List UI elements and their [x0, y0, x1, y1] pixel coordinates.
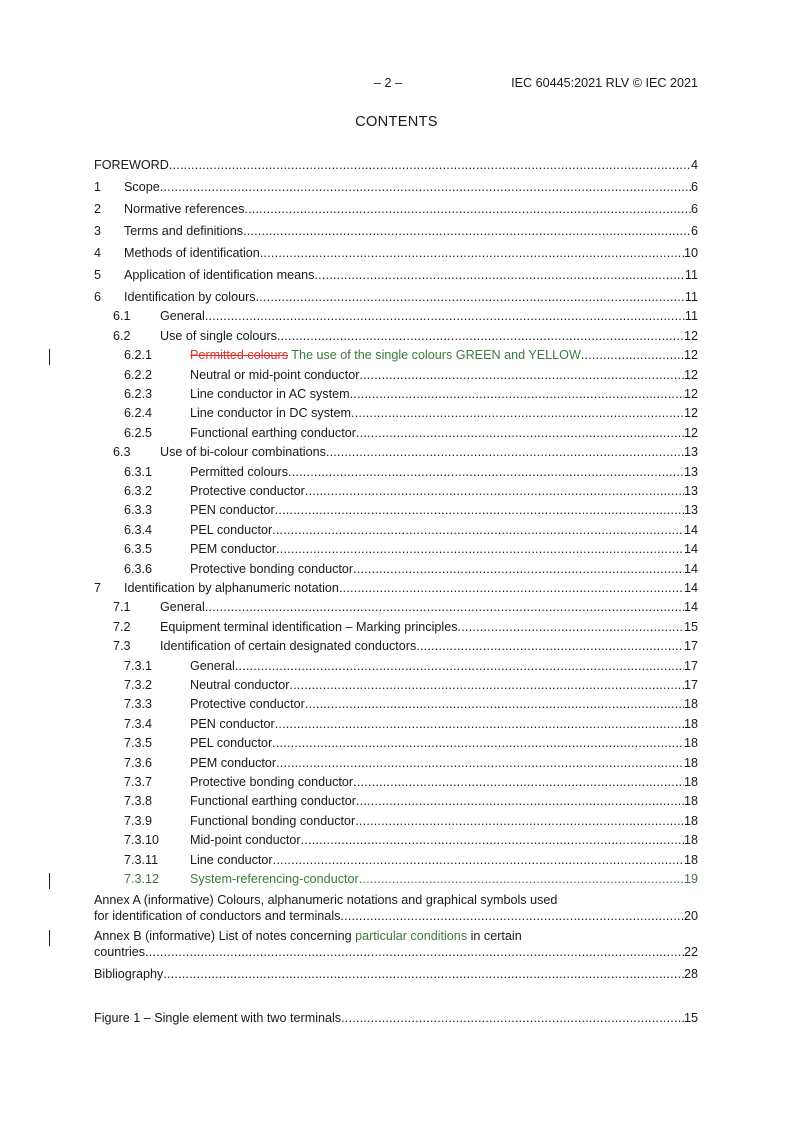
toc-entry-text — [124, 202, 698, 216]
page-ref: 18 — [683, 813, 698, 828]
section-number: 7.1 — [113, 600, 131, 615]
section-number: 7.3 — [113, 639, 131, 654]
entry-label: Protective bonding conductor — [190, 561, 354, 576]
dot-leader — [301, 833, 684, 847]
entry-title — [190, 853, 273, 867]
entry-title — [124, 246, 260, 260]
entry-label: PEM conductor — [190, 542, 277, 557]
entry-label: General — [160, 309, 205, 324]
toc-entry-text — [190, 523, 698, 537]
section-number: 1 — [94, 180, 102, 194]
figure-label: Figure 1 – Single element with two terminals — [94, 1011, 342, 1025]
section-number: 7.3.5 — [124, 736, 153, 751]
section-number: 6.3.4 — [124, 522, 153, 537]
entry-label: Identification of certain designated conductors — [160, 639, 417, 654]
toc-entry-text — [190, 387, 698, 401]
entry-label: Equipment terminal identification – Marking principles — [160, 619, 458, 634]
entry-label: Application of identification means — [124, 268, 315, 282]
toc-entry-text — [190, 872, 698, 886]
entry-label: Neutral or mid-point conductor — [190, 367, 360, 382]
section-number: 7.3.3 — [124, 697, 153, 712]
standard-reference: IEC 60445:2021 RLV © IEC 2021 — [511, 76, 698, 90]
page-ref: 13 — [683, 503, 698, 518]
entry-label: Methods of identification — [124, 246, 260, 260]
section-number: 7.3.2 — [124, 678, 153, 692]
page-ref: 18 — [683, 833, 698, 848]
section-number: 3 — [94, 224, 102, 238]
section-number: 4 — [94, 246, 102, 260]
dot-leader — [256, 290, 685, 304]
dot-leader — [356, 794, 684, 808]
entry-title — [94, 909, 340, 923]
toc-entry-text — [190, 697, 698, 711]
toc-entry-text — [124, 180, 698, 194]
page-ref: 14 — [683, 600, 698, 615]
page-ref: 17 — [683, 658, 698, 673]
page-ref: 12 — [683, 367, 698, 382]
dot-leader — [340, 909, 684, 923]
toc-entry-text — [94, 1011, 698, 1025]
section-number: 6.3.1 — [124, 464, 153, 479]
page-ref: 13 — [683, 445, 698, 460]
entry-title — [190, 814, 355, 828]
section-number: 7.3.4 — [124, 716, 153, 731]
entry-label: System-referencing-conductor — [190, 872, 359, 886]
change-bar — [49, 930, 50, 946]
toc-entry-text — [190, 833, 698, 847]
entry-label: PEM conductor — [190, 755, 277, 770]
dot-leader — [341, 1011, 684, 1025]
page-ref: 28 — [683, 967, 698, 981]
toc-entry-text — [190, 503, 698, 517]
entry-title — [124, 268, 314, 282]
page-ref: 17 — [683, 678, 698, 692]
toc-entry-text — [190, 853, 698, 867]
entry-title — [94, 967, 163, 981]
entry-title — [190, 484, 305, 498]
page-ref: 4 — [690, 158, 698, 172]
section-number: 7.3.6 — [124, 755, 153, 770]
entry-label: Functional earthing conductor — [190, 425, 356, 440]
entry-title — [190, 503, 275, 517]
toc-entry-text — [190, 775, 698, 789]
toc-entry-text — [124, 268, 698, 282]
dot-leader — [359, 368, 684, 382]
entry-label: Protective conductor — [190, 484, 305, 498]
annex-a-title-line1: Annex A (informative) Colours, alphanumeric notations and graphical symbols used — [94, 893, 558, 907]
toc-entry-text — [190, 659, 698, 673]
change-bar — [49, 349, 50, 365]
entry-title — [190, 368, 359, 382]
page-ref: 18 — [683, 794, 698, 809]
entry-title — [124, 202, 244, 216]
annex-a-title-line2: for identification of conductors and terminals — [94, 909, 341, 923]
toc-entry-text — [160, 620, 698, 634]
toc-entry-text — [190, 794, 698, 808]
entry-label: Neutral conductor — [190, 678, 290, 692]
page-ref: 18 — [683, 716, 698, 731]
dot-leader — [145, 945, 684, 959]
page-ref: 19 — [683, 872, 698, 886]
entry-title — [190, 794, 356, 808]
section-number: 6.2.2 — [124, 367, 153, 382]
dot-leader — [277, 329, 684, 343]
toc-entry-text — [160, 639, 698, 653]
entry-label: Scope — [124, 180, 160, 194]
entry-label: Protective conductor — [190, 697, 305, 712]
toc-entry-text — [190, 465, 698, 479]
page-ref: 12 — [683, 425, 698, 440]
entry-title — [94, 945, 145, 959]
page-ref: 10 — [683, 246, 698, 260]
entry-label: Identification by alphanumeric notation — [124, 581, 339, 595]
entry-label: PEL conductor — [190, 736, 273, 751]
entry-title — [160, 620, 458, 634]
page-title: CONTENTS — [355, 114, 438, 130]
dot-leader — [244, 202, 691, 216]
entry-label: Permitted colours — [190, 464, 288, 479]
dot-leader — [205, 600, 684, 614]
toc-entry-text — [94, 909, 698, 923]
page-ref: 22 — [683, 945, 698, 959]
entry-title — [124, 180, 160, 194]
entry-label: Use of bi-colour combinations — [160, 445, 326, 460]
dot-leader — [314, 268, 685, 282]
toc-entry-text — [94, 945, 698, 959]
toc-entry-text — [190, 542, 698, 556]
dot-leader — [160, 180, 691, 194]
entry-title — [124, 581, 339, 595]
entry-label: PEN conductor — [190, 716, 275, 731]
entry-title — [124, 224, 243, 238]
entry-label: Functional bonding conductor — [190, 813, 356, 828]
entry-title — [160, 329, 277, 343]
toc-entry-text — [190, 426, 698, 440]
entry-title — [190, 406, 351, 420]
dot-leader — [355, 814, 684, 828]
toc-entry-text — [94, 158, 698, 172]
toc-entry-text — [190, 368, 698, 382]
toc-entry-text — [190, 406, 698, 420]
section-number: 7.3.1 — [124, 658, 153, 673]
page-ref: 12 — [683, 387, 698, 401]
section-number: 6.3.6 — [124, 561, 153, 576]
annex-b-title-line1 — [94, 929, 522, 943]
dot-leader — [275, 717, 684, 731]
section-number: 6.1 — [113, 309, 131, 324]
dot-leader — [276, 756, 684, 770]
dot-leader — [163, 967, 684, 981]
entry-label: Use of single colours — [160, 328, 277, 343]
entry-title — [190, 659, 235, 673]
entry-label: General — [160, 600, 205, 615]
entry-label: FOREWORD — [94, 158, 169, 172]
dot-leader — [276, 542, 684, 556]
toc-entry-text — [190, 736, 698, 750]
entry-title — [124, 290, 256, 304]
section-number: 7.3.8 — [124, 794, 153, 809]
dot-leader — [351, 406, 684, 420]
entry-title — [190, 523, 272, 537]
page-ref: 18 — [683, 736, 698, 751]
section-number: 7 — [94, 581, 102, 595]
entry-title — [94, 158, 169, 172]
section-number: 6.3.2 — [124, 484, 153, 498]
entry-label: Identification by colours — [124, 290, 256, 304]
toc-entry-text — [190, 678, 698, 692]
page-ref: 20 — [683, 909, 698, 923]
page-number: – 2 – — [374, 76, 403, 90]
page-ref: 15 — [683, 1011, 698, 1025]
entry-label: Line conductor in DC system — [190, 406, 351, 421]
dot-leader — [272, 736, 684, 750]
entry-title — [190, 872, 359, 886]
toc-entry-text — [190, 756, 698, 770]
entry-title — [160, 309, 205, 323]
entry-title — [190, 756, 276, 770]
page-ref: 14 — [683, 561, 698, 576]
annex-b-suffix: in certain — [467, 929, 522, 943]
section-number: 2 — [94, 202, 102, 216]
toc-entry-text — [190, 717, 698, 731]
page-ref: 6 — [690, 180, 698, 194]
dot-leader — [289, 678, 684, 692]
dot-leader — [272, 523, 684, 537]
dot-leader — [458, 620, 684, 634]
dot-leader — [243, 224, 691, 238]
entry-label: Functional earthing conductor — [190, 794, 356, 809]
dot-leader — [273, 853, 684, 867]
section-number: 7.3.11 — [124, 852, 159, 867]
page-ref: 11 — [684, 268, 698, 282]
inserted-text: particular conditions — [355, 929, 468, 943]
page-ref: 14 — [683, 581, 698, 595]
dot-leader — [305, 697, 684, 711]
deleted-text: Permitted colours — [190, 348, 288, 363]
dot-leader — [288, 465, 684, 479]
entry-title — [190, 775, 353, 789]
dot-leader — [260, 246, 684, 260]
page-ref: 18 — [683, 697, 698, 712]
dot-leader — [356, 426, 684, 440]
entry-title — [190, 542, 276, 556]
page-ref: 11 — [684, 290, 698, 304]
page-ref: 12 — [683, 328, 698, 343]
toc-entry-text — [94, 967, 698, 981]
entry-title — [94, 1011, 341, 1025]
dot-leader — [339, 581, 684, 595]
entry-title — [190, 562, 353, 576]
section-number: 6.3.3 — [124, 503, 153, 518]
dot-leader — [235, 659, 684, 673]
entry-title — [190, 348, 581, 362]
section-number: 6.2.4 — [124, 406, 153, 421]
toc-entry-text — [190, 348, 698, 362]
entry-title — [190, 426, 356, 440]
page-ref: 18 — [683, 775, 698, 789]
page-ref: 14 — [683, 542, 698, 557]
section-number: 6.2 — [113, 328, 131, 343]
toc-entry-text — [124, 290, 698, 304]
annex-b-prefix: Annex B (informative) List of notes concerning — [94, 929, 356, 943]
page-ref: 14 — [683, 522, 698, 537]
entry-label: PEN conductor — [190, 503, 275, 518]
entry-label: Line conductor in AC system — [190, 387, 350, 401]
toc-entry-text — [160, 600, 698, 614]
page-header — [94, 76, 698, 92]
toc-entry-text — [190, 562, 698, 576]
entry-title — [190, 678, 289, 692]
toc-entry-text — [190, 814, 698, 828]
page-ref: 13 — [683, 484, 698, 498]
dot-leader — [275, 503, 684, 517]
change-bar — [49, 873, 50, 889]
dot-leader — [305, 484, 684, 498]
entry-title — [190, 387, 350, 401]
bibliography-label: Bibliography — [94, 967, 164, 981]
dot-leader — [353, 562, 684, 576]
entry-label: Line conductor — [190, 852, 273, 867]
page-ref: 18 — [683, 755, 698, 770]
section-number: 6.2.1 — [124, 348, 153, 363]
page-ref: 13 — [683, 464, 698, 479]
entry-label: Terms and definitions — [124, 224, 244, 238]
page-ref: 15 — [683, 619, 698, 634]
section-number: 6.2.3 — [124, 387, 153, 401]
page-ref: 17 — [683, 639, 698, 654]
toc-entry-text — [160, 445, 698, 459]
section-number: 6.2.5 — [124, 425, 153, 440]
entry-label: Normative references — [124, 202, 245, 216]
dot-leader — [353, 775, 684, 789]
entry-label: PEL conductor — [190, 522, 273, 537]
section-number: 6.3.5 — [124, 542, 153, 557]
entry-title — [190, 465, 288, 479]
inserted-text: The use of the single colours GREEN and YELLOW — [288, 348, 581, 363]
dot-leader — [350, 387, 684, 401]
dot-leader — [169, 158, 691, 172]
entry-label: Mid-point conductor — [190, 833, 301, 848]
entry-title — [190, 833, 301, 847]
page-ref: 11 — [684, 309, 698, 324]
toc-entry-text — [160, 329, 698, 343]
entry-title — [160, 639, 416, 653]
entry-title — [190, 717, 275, 731]
page-ref: 6 — [690, 202, 698, 216]
entry-title — [190, 697, 305, 711]
page-ref: 12 — [683, 406, 698, 421]
entry-label: General — [190, 658, 235, 673]
section-number: 7.3.12 — [124, 872, 160, 886]
toc-entry-text — [190, 484, 698, 498]
dot-leader — [581, 348, 684, 362]
page-ref: 18 — [683, 852, 698, 867]
dot-leader — [359, 872, 684, 886]
dot-leader — [205, 309, 685, 323]
toc-entry-text — [124, 581, 698, 595]
entry-title — [160, 600, 205, 614]
section-number: 7.3.10 — [124, 833, 160, 848]
dot-leader — [326, 445, 684, 459]
toc-entry-text — [160, 309, 698, 323]
section-number: 6 — [94, 290, 102, 304]
section-number: 7.3.9 — [124, 813, 153, 828]
section-number: 7.3.7 — [124, 775, 153, 789]
section-number: 6.3 — [113, 445, 131, 460]
section-number: 7.2 — [113, 619, 131, 634]
annex-b-title-line2: countries — [94, 945, 146, 959]
page-ref: 12 — [683, 348, 698, 363]
page-ref: 6 — [690, 224, 698, 238]
entry-title — [160, 445, 326, 459]
toc-entry-text — [124, 246, 698, 260]
entry-title — [190, 736, 272, 750]
section-number: 5 — [94, 268, 102, 282]
dot-leader — [416, 639, 684, 653]
toc-entry-text — [124, 224, 698, 238]
entry-label: Protective bonding conductor — [190, 775, 354, 789]
